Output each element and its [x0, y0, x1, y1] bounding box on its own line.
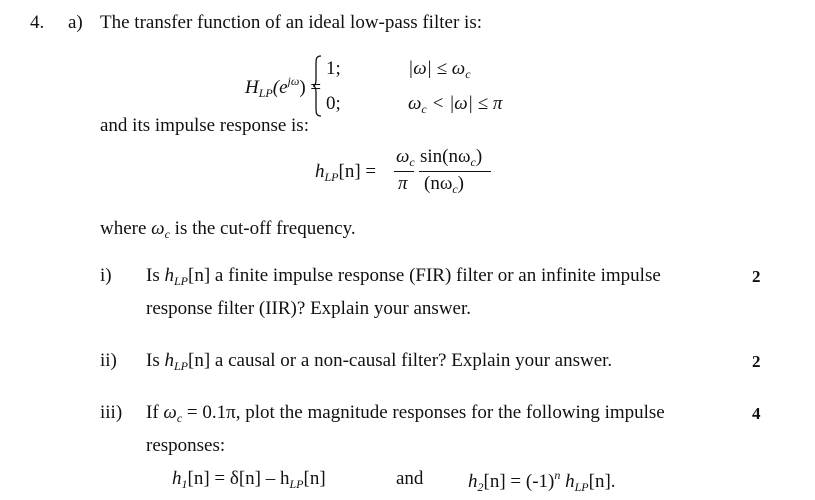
fraction-bar-icon — [394, 171, 414, 172]
item-ii-line1: Is $h_{LP}[n]$ a causal or a non-causal filter? Explain your answer. — [146, 350, 613, 373]
fraction-denominator: π — [398, 173, 408, 194]
case2-value: 0; — [326, 93, 341, 114]
item-ii-marks: 2 — [752, 352, 761, 371]
transfer-function-lhs: $H_{LP}(e^{j\omega})$ = — [245, 74, 322, 100]
question-part: a) — [68, 12, 83, 33]
h1-equation: $h_1[n] = \delta[n] - h_{LP}[n]$ — [172, 468, 326, 491]
h2-equation: $h_2[n] = (-1)^n$ $h_{LP}[n]$. — [468, 468, 616, 494]
question-number: 4. — [30, 12, 45, 33]
item-iii-marks: 4 — [752, 404, 761, 423]
item-iii-line1: If $\omega_c = 0.1\pi$, plot the magnitude responses for the following impulse — [146, 402, 665, 425]
question-intro: The transfer function of an ideal low-pass filter is: — [100, 12, 482, 33]
case1-value: 1; — [326, 58, 341, 79]
impulse-intro: and its impulse response is: — [100, 115, 309, 136]
left-brace-icon — [312, 55, 322, 117]
item-i-line1: Is $h_{LP}[n]$ a finite impulse response (FIR) filter or an infinite impulse — [146, 265, 661, 288]
sinc-denominator: $(n\omega_c)$ — [424, 173, 464, 196]
item-ii-label: ii) — [100, 350, 117, 371]
conjunction-and: and — [396, 468, 424, 489]
impulse-lhs: $h_{LP}[n]$ = — [315, 161, 377, 184]
item-iii-line2: responses: — [146, 435, 226, 456]
case1-condition: $|\omega| \le \omega_c$ — [408, 58, 471, 81]
item-i-label: i) — [100, 265, 112, 286]
sinc-numerator: $\sin(n\omega_c)$ — [420, 146, 483, 169]
item-i-line2: response filter (IIR)? Explain your answer. — [146, 298, 472, 319]
item-i-marks: 2 — [752, 267, 761, 286]
cutoff-definition: where $\omega_c$ is the cut-off frequency. — [100, 218, 356, 241]
item-iii-label: iii) — [100, 402, 123, 423]
case2-condition: $\omega_c < |\omega| \le \pi$ — [408, 93, 503, 116]
sinc-fraction-bar-icon — [419, 171, 491, 172]
fraction-numerator: $\omega_c$ — [396, 146, 415, 169]
